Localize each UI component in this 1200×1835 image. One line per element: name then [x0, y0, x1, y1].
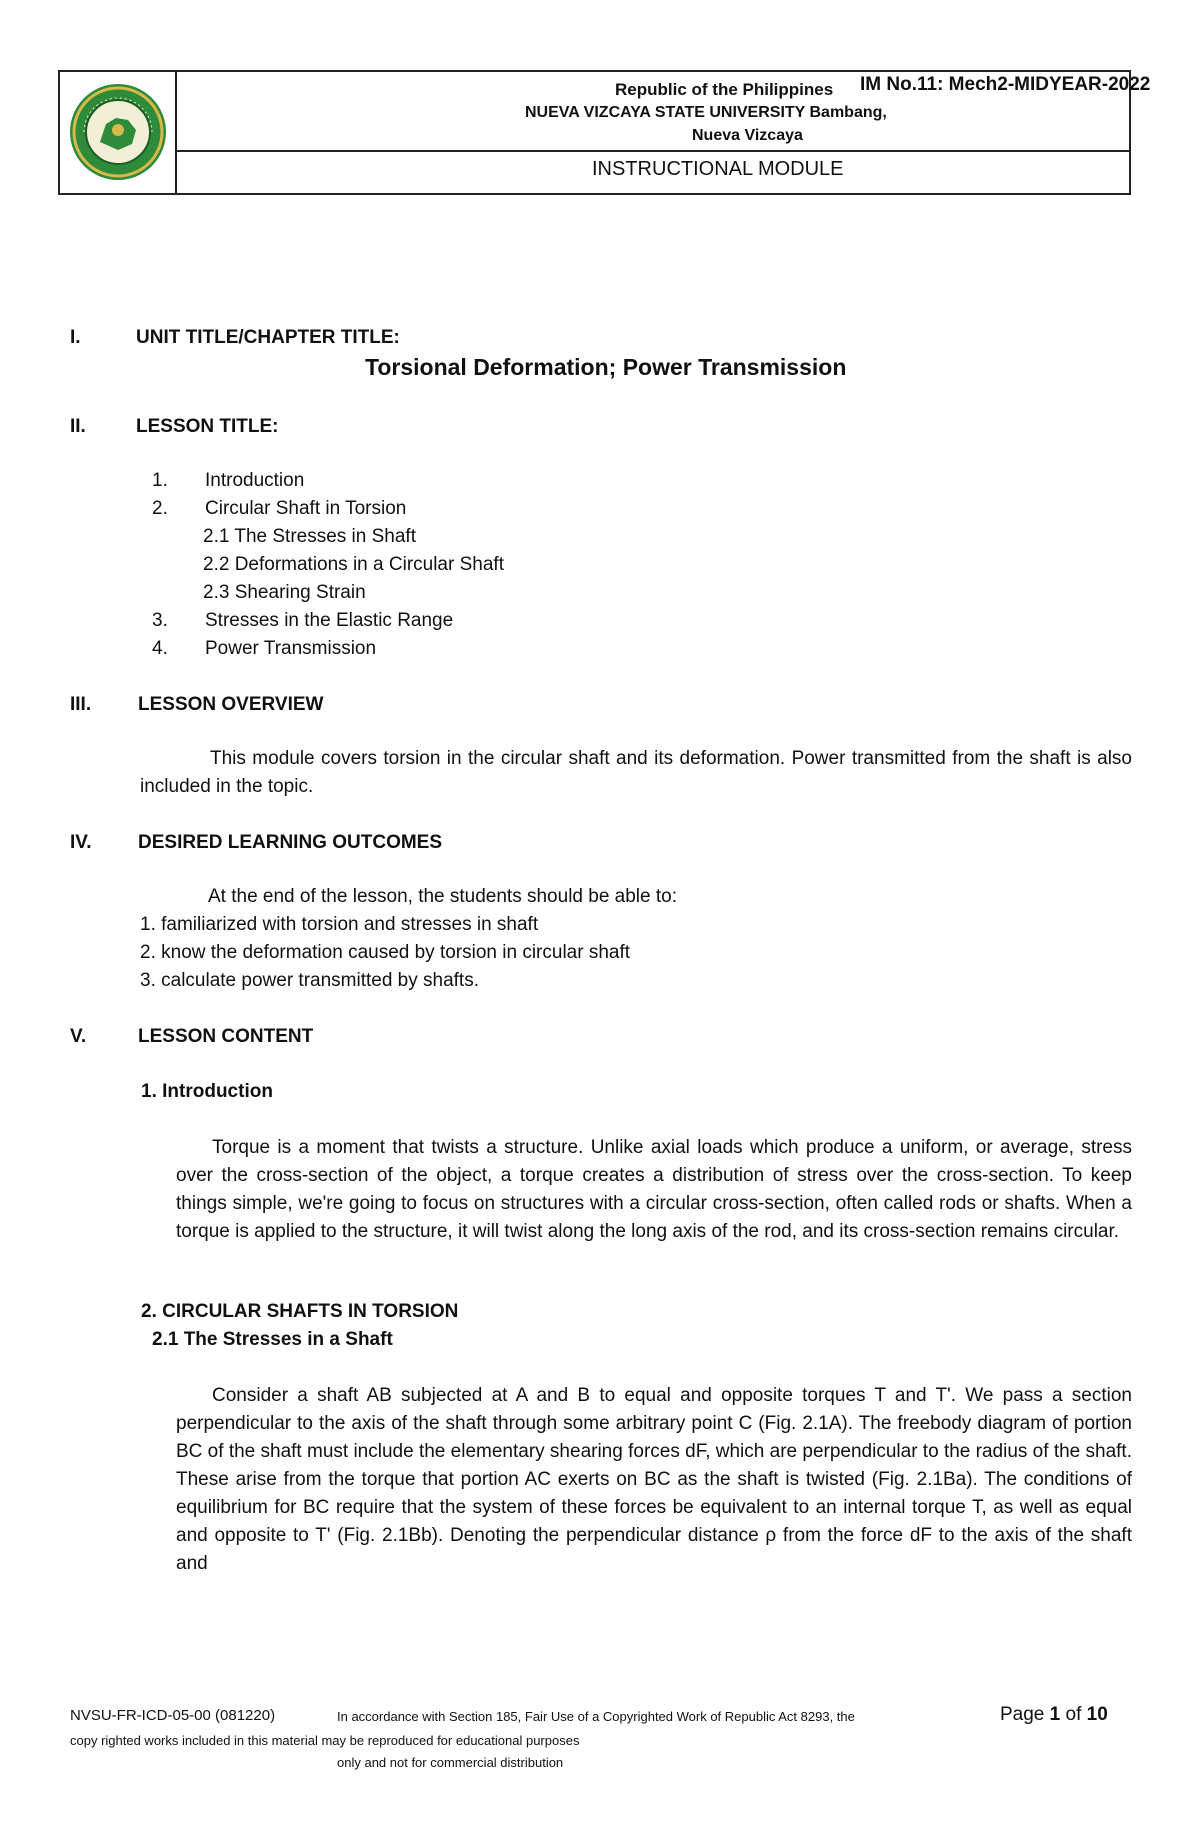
outcome-item: 3. calculate power transmitted by shafts. — [140, 970, 479, 991]
lesson-subitem: 2.3 Shearing Strain — [203, 582, 366, 603]
lesson-item: Circular Shaft in Torsion — [205, 498, 407, 519]
intro-heading: 1. Introduction — [141, 1081, 273, 1102]
section-num-content: V. — [70, 1026, 87, 1047]
university-name: NUEVA VIZCAYA STATE UNIVERSITY Bambang, — [525, 104, 887, 121]
chapter-title: Torsional Deformation; Power Transmission — [365, 354, 847, 380]
content-label: LESSON CONTENT — [138, 1026, 314, 1047]
header-divider — [175, 150, 1129, 152]
im-number: IM No.11: Mech2-MIDYEAR-2022 — [860, 74, 1151, 95]
republic-text: Republic of the Philippines — [615, 80, 834, 99]
intro-paragraph: Torque is a moment that twists a structure. Unlike axial loads which produce a uniform, or average, stress over the cross-section of the object, a torque creates a distribution of stress over the cross-section. To keep things simple, we're going to focus on structures with a circular cross-section, often called rods or shafts. When a torque is applied to the structure, it will twist along the long axis of the rod, and its cross-section remains circular. — [176, 1137, 1132, 1242]
unit-label: UNIT TITLE/CHAPTER TITLE: — [136, 327, 400, 348]
overview-text: This module covers torsion in the circular shaft and its deformation. Power transmitted from the shaft is also included in the topic. — [140, 748, 1132, 797]
lesson-item: Introduction — [205, 470, 305, 491]
lesson-item: Power Transmission — [205, 638, 377, 659]
section-num-outcomes: IV. — [70, 832, 92, 853]
stresses-heading: 2.1 The Stresses in a Shaft — [152, 1329, 393, 1350]
lesson-subitem: 2.1 The Stresses in Shaft — [203, 526, 416, 547]
circular-shafts-heading: 2. CIRCULAR SHAFTS IN TORSION — [141, 1301, 459, 1322]
lesson-item: Stresses in the Elastic Range — [205, 610, 454, 631]
section-num-lesson: II. — [70, 416, 86, 437]
page-word: Page — [1000, 1704, 1045, 1725]
fair-use-notice-2: copy righted works included in this material may be reproduced for educational purposes — [70, 1733, 580, 1748]
university-location: Nueva Vizcaya — [692, 127, 803, 144]
outcomes-intro: At the end of the lesson, the students should be able to: — [208, 886, 677, 907]
university-seal-icon — [66, 80, 170, 184]
section-num-unit: I. — [70, 327, 81, 348]
lesson-item-num: 4. — [152, 638, 168, 659]
lesson-item-num: 2. — [152, 498, 168, 519]
overview-label: LESSON OVERVIEW — [138, 694, 324, 715]
fair-use-notice-3: only and not for commercial distribution — [337, 1755, 564, 1770]
stresses-paragraph: Consider a shaft AB subjected at A and B to equal and opposite torques T and T'. We pass a section perpendicular to the axis of the shaft through some arbitrary point C (Fig. 2.1A). The freebody diagram of portion BC of the shaft must include the elementary shearing forces dF, which are perpendicular to the radius of the shaft. These arise from the torque that portion AC exerts on BC as the shaft is twisted (Fig. 2.1Ba). The conditions of equilibrium for BC require that the system of these forces be equivalent to an internal torque T, as well as equal and opposite to T' (Fig. 2.1Bb). Denoting the perpendicular distance ρ from the force dF to the axis of the shaft and — [176, 1385, 1132, 1574]
page-total: 10 — [1086, 1704, 1108, 1725]
outcomes-label: DESIRED LEARNING OUTCOMES — [138, 832, 443, 853]
form-code: NVSU-FR-ICD-05-00 (081220) — [70, 1707, 276, 1724]
lesson-title-label: LESSON TITLE: — [136, 416, 279, 437]
header-table — [58, 70, 1151, 195]
page-indicator — [1000, 1704, 1108, 1726]
outcome-item: 2. know the deformation caused by torsion in circular shaft — [140, 942, 631, 963]
outcome-item: 1. familiarized with torsion and stresses in shaft — [140, 914, 539, 935]
module-label: INSTRUCTIONAL MODULE — [592, 158, 844, 180]
lesson-subitem: 2.2 Deformations in a Circular Shaft — [203, 554, 504, 575]
page-of: of — [1065, 1704, 1082, 1725]
lesson-item-num: 3. — [152, 610, 168, 631]
section-num-overview: III. — [70, 694, 92, 715]
fair-use-notice-1: In accordance with Section 185, Fair Use of a Copyrighted Work of Republic Act 8293, the — [337, 1709, 855, 1724]
logo-cell — [60, 72, 177, 193]
lesson-item-num: 1. — [152, 470, 168, 491]
page-number: 1 — [1049, 1704, 1061, 1725]
